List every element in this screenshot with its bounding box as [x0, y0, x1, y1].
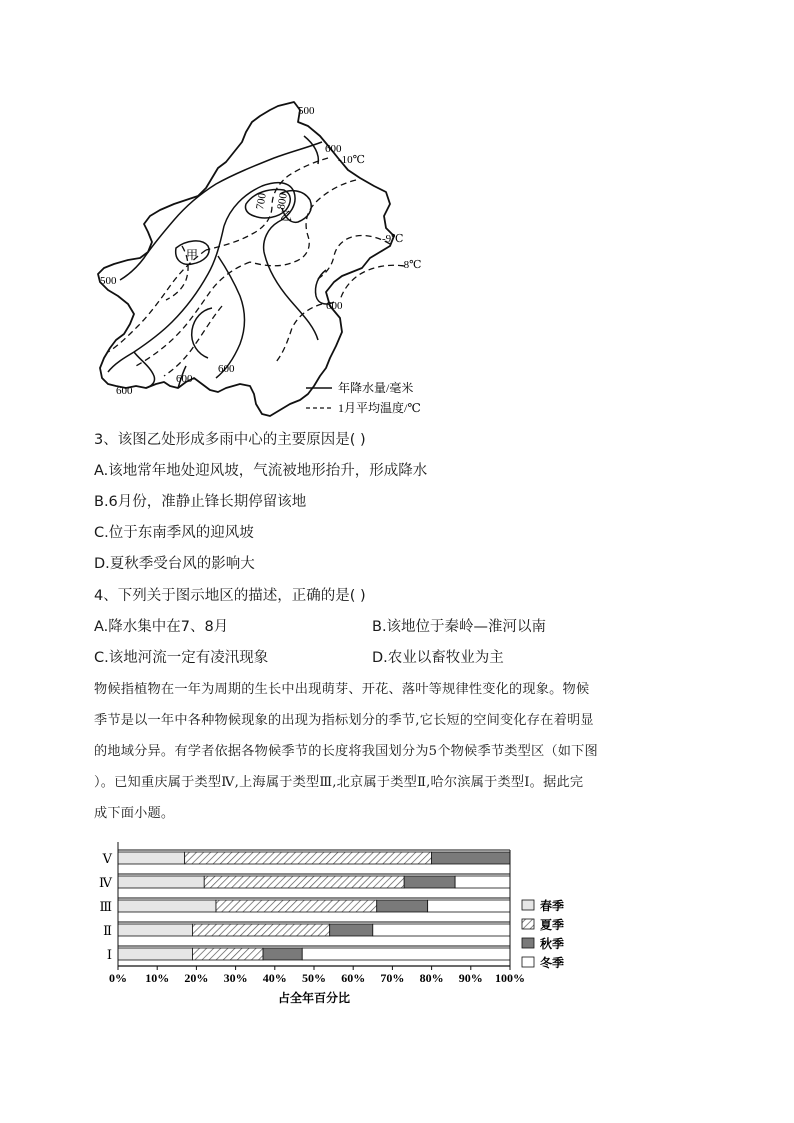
q4-option-c: C.该地河流一定有凌汛现象	[94, 650, 269, 666]
legend-rain-label: 年降水量/毫米	[338, 381, 414, 395]
x-tick-label: 100%	[495, 971, 525, 985]
chart-legend	[522, 898, 564, 970]
bar-segment	[432, 852, 510, 864]
q4-option-d: D.农业以畜牧业为主	[372, 650, 504, 666]
legend-temp-label: 1月平均温度/℃	[338, 401, 421, 415]
x-tick-label: 20%	[184, 971, 209, 985]
bar-segment	[192, 924, 329, 936]
passage-line-3: 的地域分异。有学者依据各物候季节的长度将我国划分为5个物候季节类型区（如下图	[94, 744, 598, 759]
bar-segment	[192, 948, 263, 960]
y-tick-label: Ⅳ	[99, 875, 112, 890]
bar-segment	[404, 876, 455, 888]
q4-stem: 4、下列关于图示地区的描述，正确的是( )	[94, 588, 366, 604]
chart-x-axis-label: 占全年百分比	[277, 991, 351, 1005]
q4-option-a: A.降水集中在7、8月	[94, 619, 229, 635]
legend-label: 春季	[540, 899, 565, 913]
y-tick-label: Ⅰ	[106, 947, 112, 962]
legend-label: 秋季	[540, 937, 565, 951]
chart-plot-area	[118, 850, 510, 960]
q3-option-d: D.夏秋季受台风的影响大	[94, 556, 255, 572]
q4-option-b: B.该地位于秦岭—淮河以南	[372, 619, 547, 635]
x-tick-label: 0%	[109, 971, 127, 985]
legend-label: 冬季	[540, 956, 565, 970]
legend-swatch	[522, 957, 534, 967]
chart-y-axis	[99, 851, 113, 962]
y-tick-label: Ⅴ	[102, 851, 112, 866]
label-place-jia: 甲	[186, 248, 199, 262]
bar-segment	[118, 900, 216, 912]
label-temp-minus8: -8℃	[400, 259, 422, 271]
legend-swatch	[522, 900, 534, 910]
bar-segment	[455, 876, 510, 888]
y-tick-label: Ⅲ	[99, 899, 112, 914]
passage-line-1: 物候指植物在一年为周期的生长中出现萌芽、开花、落叶等规律性变化的现象。物候	[94, 682, 590, 697]
bar-segment	[185, 852, 432, 864]
legend-swatch	[522, 938, 534, 948]
x-tick-label: 40%	[262, 971, 287, 985]
bar-segment	[428, 900, 510, 912]
bar-segment	[263, 948, 302, 960]
x-tick-label: 90%	[458, 971, 483, 985]
label-rain-600-bottom: 600	[116, 385, 133, 397]
q3-option-b: B.6月份，准静止锋长期停留该地	[94, 494, 307, 510]
label-rain-800: 800	[275, 192, 290, 211]
x-tick-label: 10%	[145, 971, 170, 985]
label-rain-600-mid: 600	[218, 363, 235, 375]
passage-line-5: 成下面小题。	[94, 806, 175, 821]
passage-line-2: 季节是以一年中各种物候现象的出现为指标划分的季节,它长短的空间变化存在着明显	[94, 713, 594, 728]
phenology-season-chart	[94, 834, 574, 1010]
label-rain-600-top: 600	[325, 143, 342, 155]
temperature-isolines	[108, 158, 404, 376]
bar-segment	[118, 924, 192, 936]
passage-line-4: ）。已知重庆属于类型Ⅳ,上海属于类型Ⅲ,北京属于类型Ⅱ,哈尔滨属于类型Ⅰ。据此完	[94, 775, 584, 790]
label-temp-minus9: -9℃	[382, 233, 404, 245]
label-rain-600-lower: 600	[176, 373, 193, 385]
x-tick-label: 60%	[341, 971, 366, 985]
label-rain-500-left: 500	[100, 275, 117, 287]
q3-option-a: A.该地常年地处迎风坡，气流被地形抬升，形成降水	[94, 463, 428, 479]
y-tick-label: Ⅱ	[103, 923, 112, 938]
label-temp-minus10: -10℃	[338, 154, 365, 166]
x-tick-label: 70%	[380, 971, 405, 985]
bar-segment	[118, 876, 204, 888]
q3-stem: 3、该图乙处形成多雨中心的主要原因是( )	[94, 432, 366, 448]
legend-label: 夏季	[540, 918, 565, 932]
x-tick-label: 50%	[302, 971, 326, 985]
bar-segment	[373, 924, 510, 936]
label-rain-600-right: 600	[326, 300, 343, 312]
legend-swatch	[522, 919, 534, 929]
label-rain-500-top: 500	[298, 105, 315, 117]
x-tick-label: 30%	[223, 971, 248, 985]
bar-segment	[118, 948, 192, 960]
bar-segment	[330, 924, 373, 936]
bar-segment	[377, 900, 428, 912]
bar-segment	[204, 876, 404, 888]
climate-map-figure	[94, 96, 454, 424]
bar-segment	[216, 900, 377, 912]
x-tick-label: 80%	[419, 971, 444, 985]
q3-option-c: C.位于东南季风的迎风坡	[94, 525, 254, 541]
precipitation-isolines	[108, 136, 334, 388]
bar-segment	[118, 852, 185, 864]
label-place-yi: 乙	[280, 209, 293, 223]
label-rain-700: 700	[254, 192, 269, 211]
bar-segment	[302, 948, 510, 960]
